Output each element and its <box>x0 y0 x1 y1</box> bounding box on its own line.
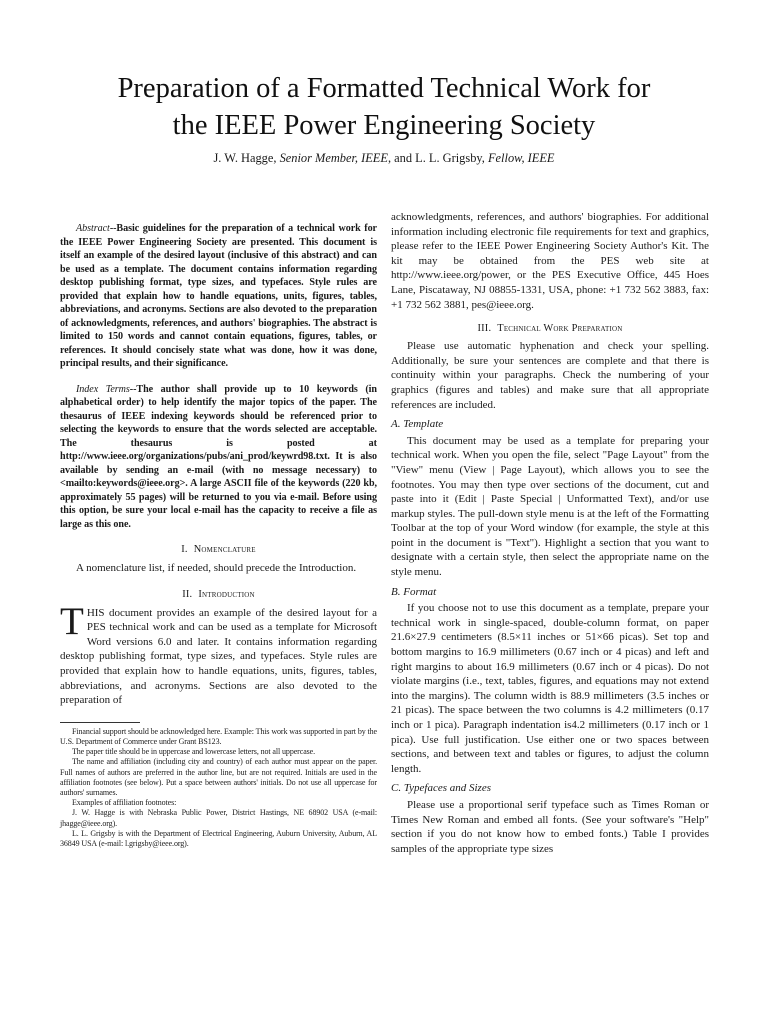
title-line-2: the IEEE Power Engineering Society <box>172 110 596 141</box>
abstract <box>60 222 377 371</box>
title-line-1: Preparation of a Formatted Technical Work for <box>117 73 651 104</box>
footnote-author-names: The name and affiliation (including city and country) of each author must appear on the paper. Full names of authors are preferred in the author line, but are not required. Initials are used in the affiliation footnotes (see below). Put a space between authors' initials. Do not use all uppercase for authors' surnames. <box>60 757 377 797</box>
introduction-continuation: acknowledgments, references, and authors' biographies. For additional information including electronic file requirements for text and graphics, please refer to the IEEE Power Engineering Society Author's Kit. The kit may be obtained from the PES web site at http://www.ieee.org/power, or the PES Executive Office, 445 Hoes Lane, Piscataway, NJ 08855-1331, USA, phone: +1 732 562 3883, fax: +1 732 562 3881, pes@ieee.org. <box>391 211 709 311</box>
abstract-label: Abstract <box>76 223 110 234</box>
typefaces-text: Please use a proportional serif typeface such as Times Roman or Times New Roman and embed all fonts. (See your software's "Help" section if you do not know how to embed fonts.) Table I provides samples of the appropriate type sizes <box>391 798 709 855</box>
footnote-affiliation-hagge: J. W. Hagge is with Nebraska Public Power, District Hastings, NE 68902 USA (e-mail: jhagge@ieee.org). <box>60 808 377 828</box>
index-terms-text: --The author shall provide up to 10 keywords (in alphabetical order) to help identify the major topics of the paper. The thesaurus of IEEE indexing keywords should be referenced prior to selecting the keywords to ensure that the words selected are acceptable. The thesaurus is posted at http://www.ieee.org/organizations/pubs/ani_prod/keywrd98.txt. It is also available by sending an e-mail (with no message necessary) to <mailto:keywords@ieee.org>. A large ASCII file of the keywords (220 kb, approximately 55 pages) will be returned to you via e-mail. Before using this option, be sure your local e-mail has the capacity to receive a file as large as this one. <box>60 383 377 530</box>
author-connector: , and L. L. Grigsby, <box>387 151 488 165</box>
section-number: III. <box>477 323 492 335</box>
section-heading-introduction <box>60 588 377 602</box>
paper-title <box>40 70 728 144</box>
section-number: II. <box>182 588 193 600</box>
author-1-title: Senior Member, IEEE <box>279 151 388 165</box>
footnote-affiliation-grigsby: L. L. Grigsby is with the Department of Electrical Engineering, Auburn University, Auburn, AL 36849 USA (e-mail: l.grigsby@ieee.org). <box>60 828 377 848</box>
index-terms-label: Index Terms <box>76 383 130 395</box>
footnote-title-case: The paper title should be in uppercase and lowercase letters, not all uppercase. <box>72 747 316 757</box>
nomenclature-text: A nomenclature list, if needed, should precede the Introduction. <box>76 562 357 574</box>
section-heading-technical-work <box>391 322 709 335</box>
right-column <box>391 210 709 856</box>
section-number: I. <box>181 544 188 555</box>
subsection-heading-template: A. Template <box>391 418 444 431</box>
abstract-text: --Basic guidelines for the preparation of a technical work for the IEEE Power Engineering Society are presented. This document is itself an example of the desired layout (inclusive of this abstract) and can be used as a template. The document contains information regarding desktop publishing format, type sizes, and typefaces. Style rules are provided that explain how to handle equations, units, figures, tables, abbreviations, and acronyms. Sections are also devoted to the preparation of acknowledgments, references, and authors' biographies. The abstract is limited to 150 words and cannot contain equations, figures, tables, or references. It should concisely state what was done, how it was done, principal results, and their significance. <box>60 223 377 369</box>
subsection-heading-format: B. Format <box>391 585 437 598</box>
footnote-divider <box>60 722 140 723</box>
author-1-name: J. W. Hagge, <box>213 151 280 165</box>
drop-cap-letter: T <box>60 599 84 643</box>
template-text: This document may be used as a template for preparing your technical work. When you open the file, select "Page Layout" from the "View" menu (View | Page Layout), which allows you to see the footnotes. You may then type over sections of the document, cut and paste into it (Edit | Paste Special | Unformatted Text), and/or use markup styles. The pull-down style menu is at the left of the Formatting Toolbar at the top of your Word window (for example, the style at this point in the document is "Text"). Highlight a section that you want to designate with a certain style, then select the appropriate name on the style menu. <box>391 434 709 579</box>
section-heading-nomenclature <box>60 543 377 557</box>
introduction-text <box>60 599 377 708</box>
section-title: Technical Work Preparation <box>497 323 623 335</box>
author-2-title: Fellow, IEEE <box>487 151 555 165</box>
subsection-heading-typefaces: C. Typefaces and Sizes <box>391 782 492 795</box>
footnote-affiliation-examples: Examples of affiliation footnotes: <box>72 798 177 808</box>
left-column <box>60 222 377 849</box>
section-title: Nomenclature <box>193 544 256 555</box>
author-line <box>40 151 728 166</box>
technical-work-text: Please use automatic hyphenation and check your spelling. Additionally, be sure your sentences are complete and that there is continuity within your paragraphs. Check the numbering of your graphics (figures and tables) and make sure that all appropriate references are included. <box>391 340 709 411</box>
introduction-body: HIS document provides an example of the desired layout for a PES technical work and can be used as a template for Microsoft Word versions 6.0 and later. It contains information regarding desktop publishing format, type sizes, and typefaces. Style rules are provided that explain how to handle equations, units, figures, tables, abbreviations, and acronyms. Sections are also devoted to the preparation of <box>60 606 377 707</box>
footnotes <box>60 727 377 849</box>
format-text: If you choose not to use this document as a template, prepare your technical work in single-spaced, double-column format, on paper 21.6×27.9 centimeters (8.5×11 inches or 51×66 picas). Set top and bottom margins to 16.9 millimeters (0.67 inch or 4 picas) and left and right margins to about 16.9 millimeters (0.67 inch or 4 picas). Do not violate margins (i.e., text, tables, figures, and equations may not extend into the margins). The column width is 88.9 millimeters (3.5 inches or 21 picas). The space between the two columns is 4.2 millimeters (0.17 inch or 1 pica). Paragraph indentation is4.2 millimeters (0.17 inch or 1 pica). Use full justification. Use either one or two spaces between sections, and between text and tables or figures, to adjust the column length. <box>391 602 709 775</box>
index-terms <box>60 383 377 532</box>
footnote-financial: Financial support should be acknowledged here. Example: This work was supported in part by the U.S. Department of Commerce under Grant BS123. <box>60 726 377 746</box>
section-title: Introduction <box>198 588 255 600</box>
